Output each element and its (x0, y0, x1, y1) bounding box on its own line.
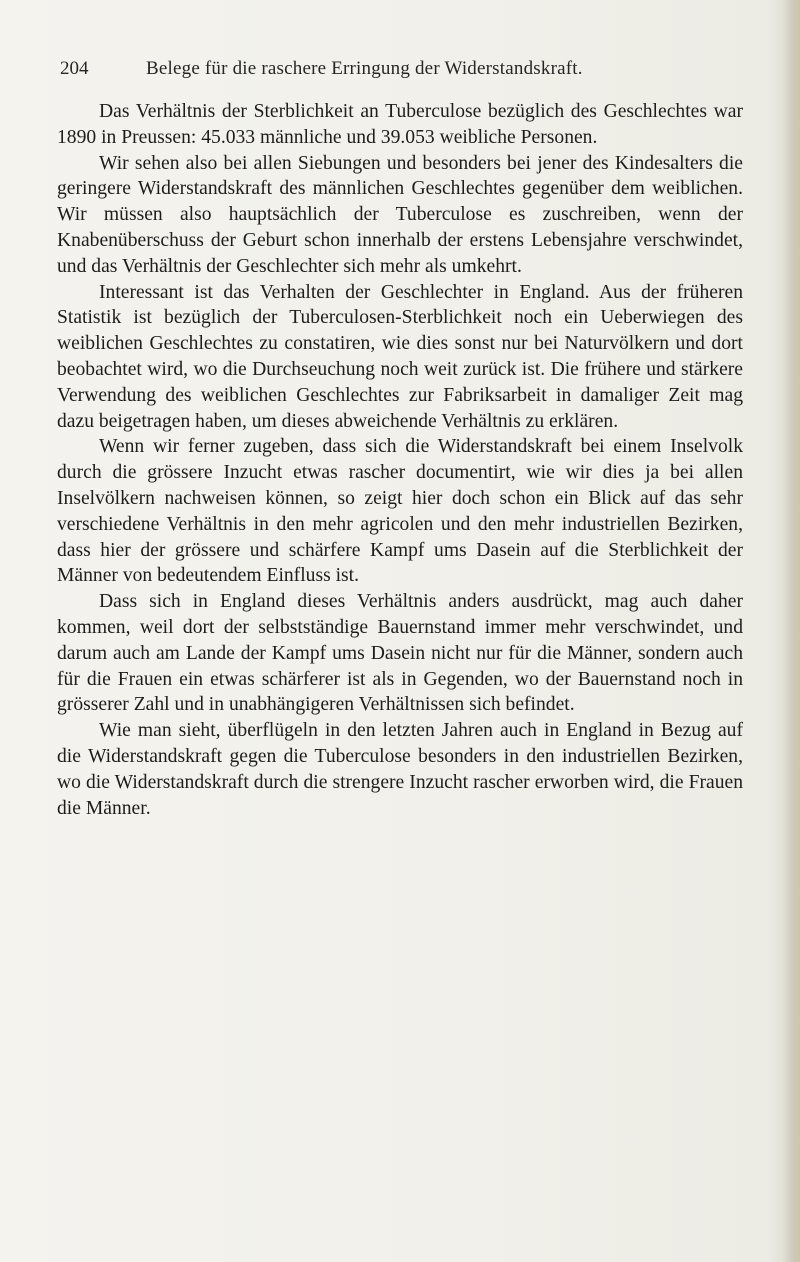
paragraph-4: Wenn wir ferner zugeben, dass sich die Widerstandskraft bei einem Inselvolk durch die grössere Inzucht etwas rascher documentirt, wie wir dies ja bei allen Inselvölkern nachweisen können, so zeigt hier doch schon ein Blick auf das sehr verschiedene Verhältnis in den mehr agricolen und den mehr industriellen Bezirken, dass hier der grössere und schärfere Kampf ums Dasein auf die Sterblichkeit der Männer von bedeutendem Einfluss ist. (57, 436, 743, 587)
paragraph-6: Wie man sieht, überflügeln in den letzten Jahren auch in England in Bezug auf die Widerstandskraft gegen die Tuberculose besonders in den industriellen Bezirken, wo die Widerstandskraft durch die strengere Inzucht rascher erworben wird, die Frauen die Männer. (57, 720, 743, 819)
paragraph-5: Dass sich in England dieses Verhältnis anders ausdrückt, mag auch daher kommen, weil dort der selbstständige Bauernstand immer mehr verschwindet, und darum auch am Lande der Kampf ums Dasein nicht nur für die Männer, sondern auch für die Frauen ein etwas schärferer ist als in Gegenden, wo der Bauernstand noch in grösserer Zahl und in unabhängigeren Verhältnissen sich befindet. (57, 591, 743, 716)
running-title: Belege für die raschere Erringung der Widerstandskraft. (146, 58, 583, 79)
body-text (57, 99, 743, 821)
page-number: 204 (60, 58, 89, 79)
paragraph-3: Interessant ist das Verhalten der Geschlechter in England. Aus der früheren Statistik ist bezüglich der Tuberculosen-Sterblichkeit noch ein Ueberwiegen des weiblichen Geschlechtes zu constatiren, wie dies sonst nur bei Naturvölkern und dort beobachtet wird, wo die Durchseuchung noch weit zurück ist. Die frühere und stärkere Verwendung des weiblichen Geschlechtes zur Fabriksarbeit in damaliger Zeit mag dazu beigetragen haben, um dieses abweichende Verhältnis zu erklären. (57, 281, 743, 432)
paragraph-1: Das Verhältnis der Sterblichkeit an Tuberculose bezüglich des Geschlechtes war 1890 in Preussen: 45.033 männliche und 39.053 weibliche Personen. (57, 101, 743, 148)
paragraph-2: Wir sehen also bei allen Siebungen und besonders bei jener des Kindesalters die geringere Widerstandskraft des männlichen Geschlechtes gegenüber dem weiblichen. Wir müssen also hauptsächlich der Tuberculose es zuschreiben, wenn der Knabenüberschuss der Geburt schon innerhalb der erstens Lebensjahre verschwindet, und das Verhältnis der Geschlechter sich mehr als umkehrt. (57, 152, 743, 277)
page-edge-shadow (782, 0, 800, 1262)
running-header (60, 58, 760, 86)
